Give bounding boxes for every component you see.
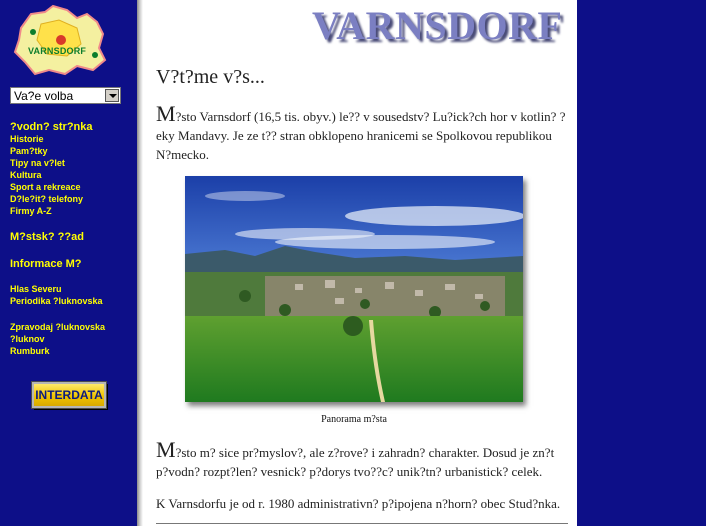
region-map-icon bbox=[11, 4, 111, 76]
nav-item-hlas-severu[interactable]: Hlas Severu bbox=[10, 284, 62, 294]
nav-town-office[interactable]: M?stsk? ??ad bbox=[10, 231, 84, 243]
intro-paragraph bbox=[156, 101, 568, 164]
intro-text: ?sto Varnsdorf (16,5 tis. obyv.) le?? v sousedstv? Lu?ick?ch hor v kotlin? ?eky Mandavy. Je ze t?? stran obklopeno hranicemi se Spolkovou republikou N?mecko. bbox=[156, 109, 566, 162]
nav-item-phones[interactable]: D?le?it? telefony bbox=[10, 194, 84, 204]
interdata-button[interactable]: INTERDATA bbox=[32, 382, 106, 408]
chevron-down-icon[interactable] bbox=[105, 89, 119, 102]
page-heading: V?t?me v?s... bbox=[156, 66, 265, 88]
site-title: VARNSDORF bbox=[312, 3, 563, 48]
nav-item-trips[interactable]: Tipy na v?let bbox=[10, 158, 65, 168]
nav-item-periodika[interactable]: Periodika ?luknovska bbox=[10, 296, 103, 306]
logo-label: VARNSDORF bbox=[28, 46, 87, 56]
nav-item-culture[interactable]: Kultura bbox=[10, 170, 42, 180]
nav-item-sluknov[interactable]: ?luknov bbox=[10, 334, 45, 344]
sidebar-divider bbox=[137, 0, 143, 526]
drop-cap: M bbox=[156, 101, 176, 126]
character-text: ?sto m? sice pr?myslov?, ale z?rove? i zahradn? charakter. Dosud je zn?t p?vodn? rozpt?len? vesnick? p?dorys tvo??c? unik?tn? urbanistick? celek. bbox=[156, 445, 555, 479]
character-paragraph bbox=[156, 437, 568, 481]
panorama-image bbox=[185, 176, 523, 402]
select-value: Va?e volba bbox=[14, 89, 74, 103]
choice-select[interactable] bbox=[10, 87, 121, 104]
right-margin-bar bbox=[577, 0, 706, 526]
image-caption: Panorama m?sta bbox=[321, 414, 387, 425]
nav-item-monuments[interactable]: Pam?tky bbox=[10, 146, 48, 156]
nav-home[interactable]: ?vodn? str?nka bbox=[10, 121, 93, 133]
nav-item-sport[interactable]: Sport a rekreace bbox=[10, 182, 81, 192]
nav-info[interactable]: Informace M? bbox=[10, 258, 82, 270]
studanka-paragraph: K Varnsdorfu je od r. 1980 administrativn? p?ipojena n?horn? obec Stud?nka. bbox=[156, 496, 561, 511]
drop-cap: M bbox=[156, 437, 176, 462]
divider-line bbox=[156, 523, 568, 524]
logo[interactable] bbox=[11, 4, 111, 76]
nav-item-zpravodaj[interactable]: Zpravodaj ?luknovska bbox=[10, 322, 106, 332]
nav-item-firms[interactable]: Firmy A-Z bbox=[10, 206, 52, 216]
nav-item-rumburk[interactable]: Rumburk bbox=[10, 346, 50, 356]
nav-item-history[interactable]: Historie bbox=[10, 134, 44, 144]
